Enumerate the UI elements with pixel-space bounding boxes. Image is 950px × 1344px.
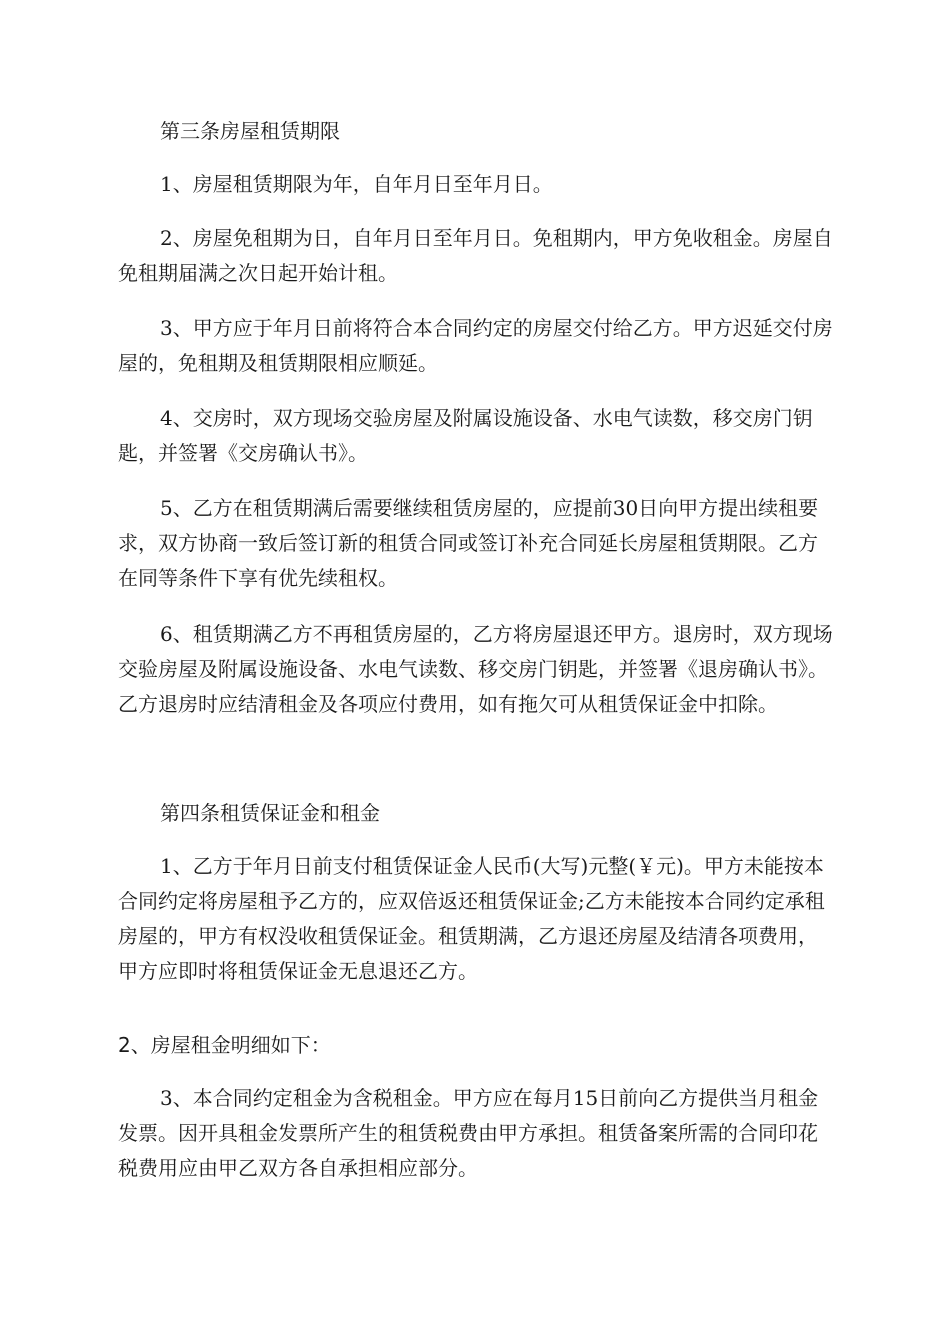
- article-4-heading: 第四条租赁保证金和租金: [160, 801, 380, 825]
- article-3-clause-6: 6、租赁期满乙方不再租赁房屋的，乙方将房屋退还甲方。退房时，双方现场交验房屋及附属设施设备、水电气读数、移交房门钥匙，并签署《退房确认书》。乙方退房时应结清租金及各项应付费用，如有拖欠可从租赁保证金中扣除。: [118, 622, 833, 716]
- clause-number: 2: [118, 1033, 131, 1057]
- clause-text: 、房屋租金明细如下：: [130, 1033, 331, 1057]
- article-3-clause-2: 2、房屋免租期为日，自年月日至年月日。免租期内，甲方免收租金。房屋自免租期届满之次日起开始计租。: [118, 226, 833, 285]
- article-3-clause-4: 4、交房时，双方现场交验房屋及附属设施设备、水电气读数，移交房门钥匙，并签署《交房确认书》。: [118, 406, 813, 465]
- article-3-heading: 第三条房屋租赁期限: [160, 119, 340, 143]
- article-4-clause-2: [118, 1028, 834, 1063]
- article-4-clause-3: 3、本合同约定租金为含税租金。甲方应在每月15日前向乙方提供当月租金发票。因开具租金发票所产生的租赁税费由甲方承担。租赁备案所需的合同印花税费用应由甲乙双方各自承担相应部分。: [118, 1086, 819, 1180]
- article-3-clause-5: 5、乙方在租赁期满后需要继续租赁房屋的，应提前30日向甲方提出续租要求，双方协商一致后签订新的租赁合同或签订补充合同延长房屋租赁期限。乙方在同等条件下享有优先续租权。: [118, 496, 819, 590]
- article-4-clause-1: 1、乙方于年月日前支付租赁保证金人民币(大写)元整(￥元)。甲方未能按本合同约定将房屋租予乙方的，应双倍返还租赁保证金;乙方未能按本合同约定承租房屋的，甲方有权没收租赁保证金。租赁期满，乙方退还房屋及结清各项费用，甲方应即时将租赁保证金无息退还乙方。: [118, 854, 825, 983]
- article-3-clause-3: 3、甲方应于年月日前将符合本合同约定的房屋交付给乙方。甲方迟延交付房屋的，免租期及租赁期限相应顺延。: [118, 316, 833, 375]
- article-3-clause-1: 1、房屋租赁期限为年，自年月日至年月日。: [160, 172, 553, 196]
